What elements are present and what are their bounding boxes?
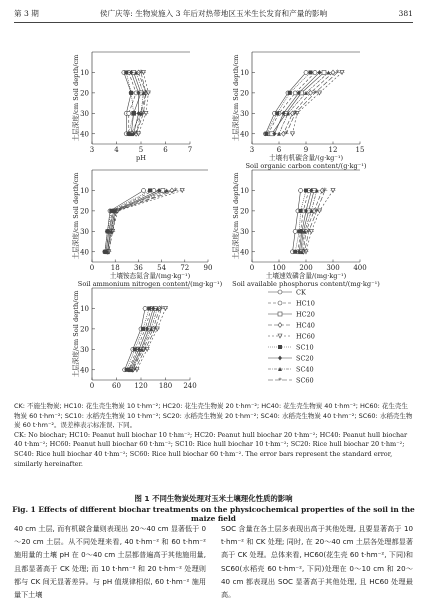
y-tick-label: 30 <box>80 345 89 354</box>
data-point: * <box>107 248 111 257</box>
series-line <box>127 308 149 369</box>
data-point: * <box>159 304 164 313</box>
data-point: * <box>139 68 143 77</box>
x-axis-label-en: pH <box>136 154 146 162</box>
data-point <box>322 70 326 74</box>
legend-label: SC20 <box>296 354 314 363</box>
data-point <box>304 70 308 74</box>
x-axis-label-en: Soil organic carbon content/(g·kg⁻¹) <box>245 162 367 170</box>
issue-number: 第 3 期 <box>14 9 39 18</box>
chart-panel-potassium <box>70 288 213 390</box>
data-point <box>309 70 313 74</box>
x-tick-label: 72 <box>180 264 190 272</box>
data-point: * <box>313 89 317 98</box>
series-line <box>266 72 307 133</box>
y-tick-label: 20 <box>240 89 249 98</box>
x-axis-label-zh: 土壤速效磷含量/(mg·kg⁻¹) <box>265 272 347 280</box>
data-point <box>299 188 303 192</box>
data-point: * <box>174 186 178 195</box>
data-point <box>299 209 303 213</box>
x-tick-label: 7 <box>187 146 193 154</box>
data-point: * <box>133 366 137 375</box>
data-point: * <box>323 186 327 195</box>
data-point <box>304 188 308 192</box>
x-tick-label: 3 <box>249 146 255 154</box>
y-tick-label: 20 <box>240 207 249 216</box>
data-point: * <box>302 248 307 257</box>
y-tick-label: 10 <box>80 186 89 195</box>
x-tick-label: 0 <box>249 264 255 272</box>
data-point <box>127 111 131 115</box>
data-point <box>141 327 145 331</box>
x-tick-label: 0 <box>89 264 95 272</box>
x-tick-label: 9 <box>303 146 309 154</box>
data-point: * <box>335 68 340 77</box>
data-point: * <box>141 109 146 118</box>
data-point: * <box>153 325 158 334</box>
series-line <box>107 190 171 251</box>
x-tick-label: 120 <box>134 382 148 390</box>
y-tick-label: 10 <box>80 304 89 313</box>
data-point <box>264 132 268 136</box>
x-tick-label: 54 <box>157 264 167 272</box>
data-point: * <box>110 227 115 236</box>
running-title: 侯广庆等: 生物炭施入 3 年后对热带地区玉米生长发育和产量的影响 <box>99 9 328 18</box>
x-tick-label: 300 <box>326 264 340 272</box>
y-axis-label: 土层深度/cm Soil depth/cm <box>232 54 240 142</box>
series-line <box>299 190 311 251</box>
data-point: * <box>144 89 148 98</box>
data-point <box>288 91 292 95</box>
data-point <box>331 70 335 75</box>
chart-panel-pH <box>71 52 192 162</box>
data-point <box>148 188 152 192</box>
y-tick-label: 40 <box>240 248 249 257</box>
legend <box>268 288 315 384</box>
data-point <box>147 306 151 310</box>
data-point <box>129 91 133 95</box>
y-tick-label: 20 <box>80 89 89 98</box>
y-tick-label: 30 <box>80 109 89 118</box>
data-point: * <box>143 345 147 354</box>
data-point <box>278 323 282 328</box>
figure-title-en: Fig. 1 Effects of different biochar treatments on the physicochemical properties of the soil in the maize field <box>12 505 415 523</box>
data-point <box>275 111 279 115</box>
data-point: * <box>278 376 282 385</box>
data-point <box>142 188 146 192</box>
x-tick-label: 6 <box>163 146 168 154</box>
data-point: * <box>114 207 119 216</box>
x-tick-label: 6 <box>276 146 282 154</box>
data-point <box>278 312 282 316</box>
x-tick-label: 400 <box>353 264 367 272</box>
caption-en: CK: No biochar; HC10: Peanut hull biochar 10 t·hm⁻²; HC20: Peanut hull biochar 20 t·hm⁻²; HC40: Peanut hull biochar 40 t·hm⁻²; HC60: Peanut hull biochar 60 t·hm⁻²; SC10: Rice hull biochar 10 t·hm⁻²; SC20: Rice hull biochar 20 t·hm⁻²; SC40: Rice hull biochar 40 t·hm⁻²; SC60: Rice hull biochar 60 t·hm⁻². The error bars represent the standard error, similarly hereinafter. <box>14 430 408 468</box>
page-number: 381 <box>398 9 413 18</box>
x-tick-label: 4 <box>114 146 119 154</box>
data-point: * <box>315 207 319 216</box>
x-tick-label: 12 <box>328 146 338 154</box>
y-tick-label: 30 <box>240 227 249 236</box>
x-axis-label-en: Soil available phosphorus content/(mg·kg⁻¹) <box>232 280 380 288</box>
body-column-left <box>14 522 206 601</box>
data-point <box>124 70 128 74</box>
x-tick-label: 5 <box>138 146 144 154</box>
y-axis-label: 土层深度/cm Soil depth/cm <box>72 172 80 260</box>
caption-zh: CK: 不施生物炭; HC10: 花生壳生物炭 10 t·hm⁻²; HC20: 花生壳生物炭 20 t·hm⁻²; HC40: 花生壳生物炭 40 t·hm⁻²; HC60: 花生壳生物炭 60 t·hm⁻²; SC10: 水稻壳生物炭 10 t·hm⁻²; SC20: 水稻壳生物炭 20 t·hm⁻²; SC40: 水稻壳生物炭 40 t·hm⁻²; SC60: 水稻壳生物炭 60 t·hm⁻²。误差棒表示标准误, 下同。 <box>14 402 413 430</box>
y-axis-label: 土层深度/cm Soil depth/cm <box>232 172 240 260</box>
y-tick-label: 20 <box>80 207 89 216</box>
data-point: * <box>284 130 288 139</box>
data-point: * <box>306 227 311 236</box>
x-axis-label-zh: 土壤有机碳含量/(g·kg⁻¹) <box>268 154 344 162</box>
legend-label: HC40 <box>296 321 315 330</box>
x-tick-label: 180 <box>158 382 173 390</box>
figure-caption <box>14 402 413 469</box>
series-line <box>125 308 145 369</box>
x-tick-label: 36 <box>133 264 143 272</box>
body-column-right <box>221 522 413 601</box>
legend-label: SC40 <box>296 365 314 374</box>
paragraph: 40 cm 土层, 而有机碳含量则表现出 20～40 cm 显著低于 0～20 cm 土层。从不同处理来看, 40 t·hm⁻² 和 60 t·hm⁻² 施用量的土壤 pH 在 0～40 cm 土层都普遍高于其他施用量, 且都显著高于 CK 处理; 而 10 t·hm⁻² 和 20 t·hm⁻² 处理则都与 CK 间无显著差异。与 pH 值规律相似, 60 t·hm⁻² 施用量下土壤 <box>14 524 206 600</box>
x-tick-label: 200 <box>299 264 313 272</box>
data-point <box>278 301 282 305</box>
series-line <box>107 190 166 251</box>
chart-panel-ammonium <box>71 170 223 288</box>
data-point <box>132 111 136 115</box>
legend-label: CK <box>296 288 306 297</box>
legend-label: SC60 <box>296 376 314 385</box>
data-point <box>313 70 317 74</box>
figure-title-zh: 图 1 不同生物炭处理对玉米土壤理化性质的影响 <box>134 494 293 503</box>
y-tick-label: 30 <box>240 109 249 118</box>
series-line <box>132 308 157 369</box>
paragraph: SOC 含量在各土层多表现出高于其他处理, 且要显著高于 10 t·hm⁻² 和 CK 处理; 同时, 在 20～40 cm 土层各处理都显著高于 CK 处理。总体来看, HC60(花生壳 60 t·hm⁻², 下同)和 SC60(水稻壳 60 t·hm⁻², 下同)处理在 0～10 cm 和 20～40 cm 都表现出 SOC 显著高于其他处理, 且 HC60 处理最高。 <box>221 524 413 600</box>
data-point: * <box>134 130 138 139</box>
x-tick-label: 60 <box>112 382 121 390</box>
x-axis-label-zh: 土壤铵态氮含量/(mg·kg⁻¹) <box>109 272 191 280</box>
series-line <box>109 190 182 251</box>
series-line <box>109 190 176 251</box>
y-tick-label: 10 <box>240 68 249 77</box>
data-point <box>293 229 297 233</box>
data-point <box>278 345 282 349</box>
y-tick-label: 40 <box>80 248 89 257</box>
series-line <box>305 190 325 251</box>
x-tick-label: 0 <box>89 382 95 390</box>
y-tick-label: 30 <box>80 227 89 236</box>
series-line <box>293 72 343 133</box>
x-tick-label: 18 <box>110 264 120 272</box>
series-line <box>301 190 315 251</box>
y-tick-label: 20 <box>80 325 89 334</box>
y-tick-label: 40 <box>240 130 249 139</box>
x-axis-label-zh <box>101 389 182 390</box>
chart-panel-phosphorus <box>231 170 380 288</box>
y-tick-label: 10 <box>240 186 249 195</box>
data-point <box>293 250 297 254</box>
data-point <box>157 188 161 193</box>
series-line <box>124 72 131 133</box>
running-header <box>14 8 413 23</box>
figure-1 <box>0 40 427 390</box>
legend-label: HC60 <box>296 332 315 341</box>
chart-panel-soc <box>231 52 367 170</box>
legend-label: HC20 <box>296 310 315 319</box>
y-axis-label: 土层深度/cm Soil depth/cm <box>72 290 80 378</box>
series-line <box>279 72 329 133</box>
legend-label: HC10 <box>296 299 315 308</box>
series-line <box>293 190 301 251</box>
y-tick-label: 40 <box>80 366 89 375</box>
x-tick-label: 100 <box>272 264 286 272</box>
data-point <box>133 347 137 351</box>
x-tick-label: 240 <box>183 382 197 390</box>
x-axis-label-en: Soil ammonium nitrogen content/(mg·kg⁻¹) <box>77 280 223 288</box>
x-tick-label: 15 <box>355 146 365 154</box>
x-tick-label: 90 <box>203 264 213 272</box>
y-tick-label: 10 <box>80 68 89 77</box>
data-point <box>278 290 282 294</box>
y-axis-label: 土层深度/cm Soil depth/cm <box>72 54 80 142</box>
y-tick-label: 40 <box>80 130 89 139</box>
data-point: * <box>293 109 297 118</box>
legend-label: SC10 <box>296 343 314 352</box>
data-point <box>278 356 282 361</box>
data-point <box>143 306 147 310</box>
x-tick-label: 3 <box>89 146 95 154</box>
